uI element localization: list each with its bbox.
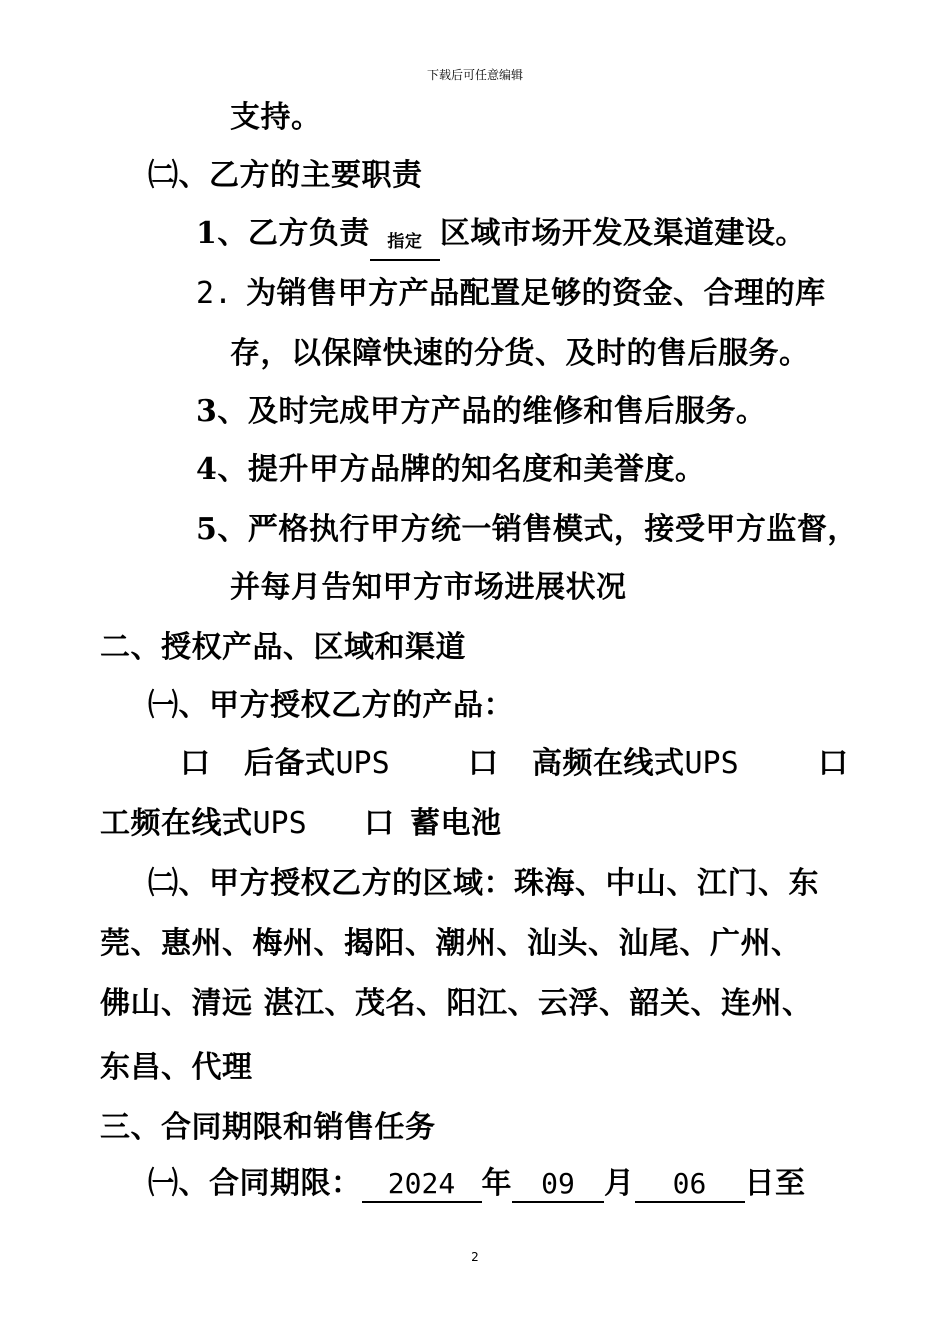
section-heading-authorized: 二、授权产品、区域和渠道 (100, 630, 466, 665)
product-checkbox-lf-ups (818, 744, 849, 784)
subsection-products: ㈠、甲方授权乙方的产品： (148, 688, 514, 723)
duty-item-2-text: 为销售甲方产品配置足够的资金、合理的库 (246, 276, 826, 311)
duty-item-1-suffix: 区域市场开发及渠道建设。 (439, 216, 806, 251)
duty-item-4: 4、提升甲方品牌的知名度和美誉度。 (196, 452, 706, 487)
product-label-lf-ups (100, 804, 307, 844)
product-label-backup-ups (244, 744, 390, 784)
duty-item-1 (196, 214, 806, 261)
product-checkbox-battery (364, 804, 395, 844)
duty-item-2 (196, 274, 826, 314)
checkbox-icon: 口 (468, 746, 499, 781)
contract-month-field: 09 (512, 1167, 604, 1203)
product-name-backup: 后备式 (244, 746, 336, 781)
duty-item-3: 3、及时完成甲方产品的维修和售后服务。 (196, 394, 767, 429)
product-label-battery: 蓄电池 (410, 806, 502, 841)
product-checkbox-hf-ups (468, 744, 499, 784)
subsection-regions: ㈡、甲方授权乙方的区域：珠海、中山、江门、东 (148, 866, 819, 901)
duty-item-5: 5、严格执行甲方统一销售模式，接受甲方监督， (196, 512, 858, 547)
contract-day-field: 06 (635, 1167, 745, 1203)
contract-term-label: ㈠、合同期限： (148, 1166, 362, 1201)
page-number: 2 (471, 1250, 479, 1264)
regions-cont-2: 佛山、清远 湛江、茂名、阳江、云浮、韶关、连州、 (100, 986, 813, 1021)
month-unit: 月 (604, 1166, 635, 1201)
designated-region-field: 指定 (370, 225, 440, 261)
contract-term-line (148, 1164, 806, 1204)
product-ups-backup: UPS (335, 746, 390, 781)
line-support: 支持。 (230, 100, 322, 135)
duty-item-2-cont: 存，以保障快速的分货、及时的售后服务。 (230, 336, 810, 371)
section-heading-contract-term: 三、合同期限和销售任务 (100, 1110, 436, 1145)
duty-item-1-prefix: 1、乙方负责 (196, 216, 370, 251)
product-label-hf-ups (532, 744, 739, 784)
product-ups-hf: UPS (684, 746, 739, 781)
contract-year-field: 2024 (362, 1167, 482, 1203)
regions-cont-3: 东昌、代理 (100, 1050, 253, 1085)
product-checkbox-backup-ups (180, 744, 211, 784)
product-name-hf: 高频在线式 (532, 746, 685, 781)
day-unit: 日至 (744, 1166, 806, 1201)
duty-item-2-number: 2. (196, 276, 233, 311)
checkbox-icon: 口 (180, 746, 211, 781)
section-heading-party-b-duties: ㈡、乙方的主要职责 (148, 158, 423, 193)
duty-item-5-cont: 并每月告知甲方市场进展状况 (230, 570, 627, 605)
product-name-lf: 工频在线式 (100, 806, 253, 841)
product-ups-lf: UPS (252, 806, 307, 841)
checkbox-icon: 口 (818, 746, 849, 781)
header-note: 下载后可任意编辑 (426, 68, 523, 82)
checkbox-icon: 口 (364, 806, 395, 841)
regions-cont-1: 莞、惠州、梅州、揭阳、潮州、汕头、汕尾、广州、 (100, 926, 802, 961)
year-unit: 年 (481, 1166, 512, 1201)
